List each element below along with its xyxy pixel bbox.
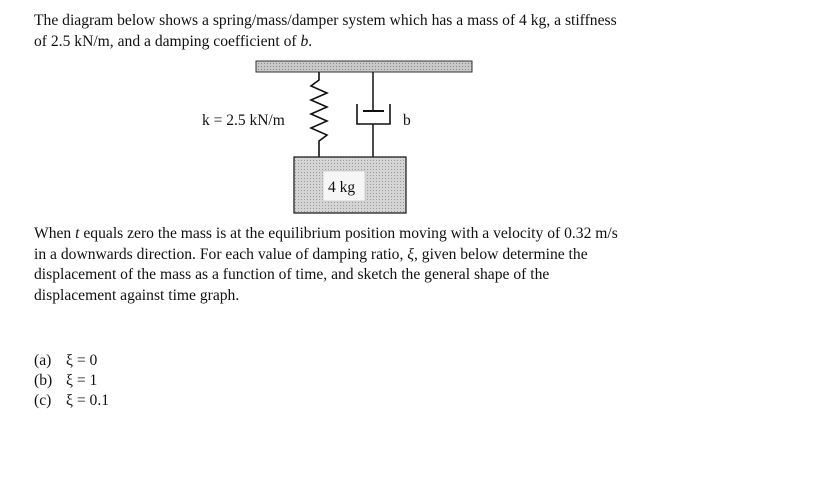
option-a-label: (a) [34, 352, 52, 369]
question-line-2 [34, 245, 794, 266]
question-line-1 [34, 224, 794, 245]
ceiling-support [256, 61, 472, 72]
question-paragraph [34, 224, 794, 306]
option-b-label: (b) [34, 372, 53, 389]
question-line-2-start: in a downwards direction. For each value of damping ratio, [34, 245, 408, 263]
option-a [34, 351, 97, 371]
mass-label: 4 kg [328, 179, 356, 196]
stiffness-label: k = 2.5 kN/m [202, 112, 285, 129]
question-line-1-start: When [34, 225, 76, 242]
damper [357, 72, 390, 157]
spring [311, 72, 327, 157]
time-symbol: t [75, 225, 80, 242]
question-line-2-end: , given below determine the [413, 245, 588, 263]
damper-label: b [403, 112, 411, 129]
question-line-4: displacement against time graph. [34, 286, 240, 304]
option-c-value: ξ = 0.1 [66, 392, 110, 409]
option-b [34, 371, 97, 391]
question-line-3: displacement of the mass as a function of time, and sketch the general shape of the [34, 266, 550, 283]
option-c-label: (c) [34, 392, 52, 409]
option-c [34, 391, 109, 411]
intro-line-2-end: . [308, 32, 313, 50]
damping-symbol: b [300, 32, 309, 50]
intro-line-1: The diagram below shows a spring/mass/damper system which has a mass of 4 kg, a stiffness [34, 12, 617, 29]
option-a-value: ξ = 0 [66, 352, 98, 369]
intro-line-2-text: of 2.5 kN/m, and a damping coefficient of [34, 32, 301, 50]
option-b-value: ξ = 1 [66, 372, 98, 389]
question-line-1-end: equals zero the mass is at the equilibrium position moving with a velocity of 0.32 m/s [79, 225, 618, 242]
xi-symbol: ξ [407, 245, 414, 263]
